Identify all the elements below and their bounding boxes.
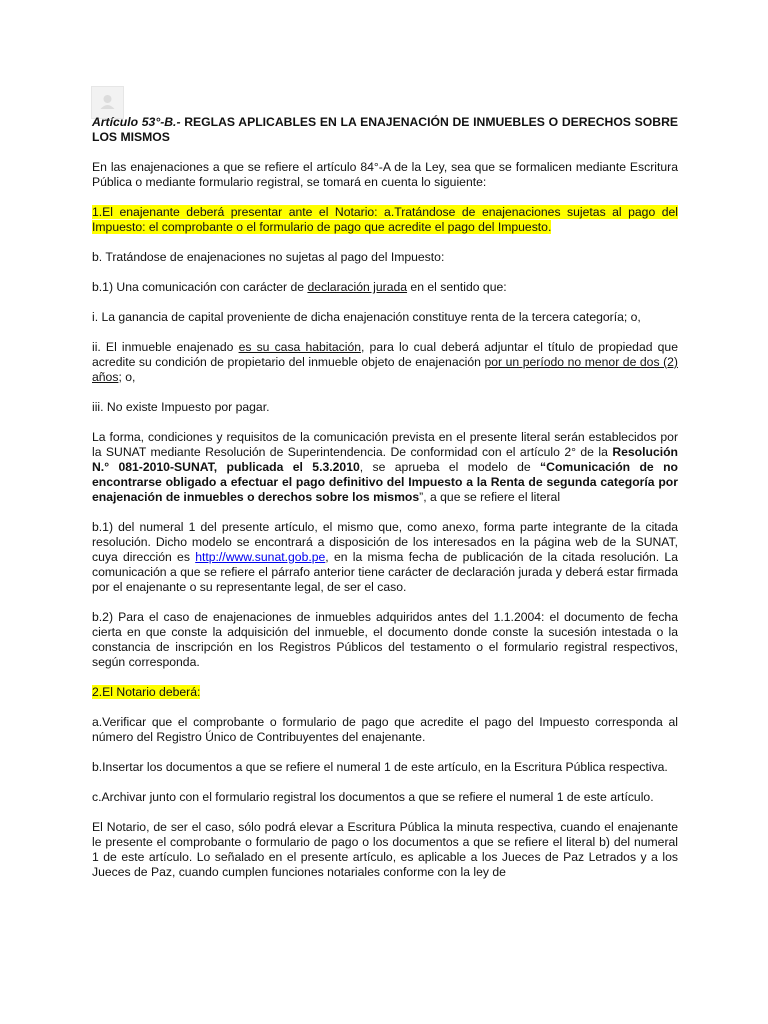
article-heading: REGLAS APLICABLES EN LA ENAJENACIÓN DE INMUEBLES O DERECHOS SOBRE LOS MISMOS: [92, 115, 679, 144]
article-number: Artículo 53°-B.-: [92, 115, 181, 129]
item-b-paragraph: b. Tratándose de enajenaciones no sujetas al pago del Impuesto:: [92, 250, 445, 264]
final-paragraph: El Notario, de ser el caso, sólo podrá elevar a Escritura Pública la minuta respectiva, cuando el enajenante le presente el comprobante o formulario de pago o los documentos a que se refiere el literal b) del numeral 1 de este artículo. Lo señalado en el presente artículo, es aplicable a los Jueces de Paz Letrados y a los Jueces de Paz, cuando cumplen funciones notariales conforme con la ley de: [92, 820, 678, 879]
article-title: [92, 115, 678, 145]
text-run: ; o,: [118, 370, 136, 384]
text-run: , en la misma fecha de publicación de la citada resolución. La comunicación a que se refiere el párrafo anterior tiene carácter de declaración jurada y deberá estar firmada por el enajenante o su representante legal, de ser el caso.: [92, 550, 678, 594]
item-2b-paragraph: b.Insertar los documentos a que se refiere el numeral 1 de este artículo, en la Escritura Pública respectiva.: [92, 760, 668, 774]
text-run: La forma, condiciones y requisitos de la comunicación prevista en el presente literal serán establecidos por la SUNAT mediante Resolución de Superintendencia. De conformidad con el artículo 2° de la: [92, 430, 678, 459]
text-run: b.1) del numeral 1 del presente artículo, el mismo que, como anexo, forma parte integrante de la citada resolución. Dicho modelo se encontrará a disposición de los interesados en la página web de la SUNAT, cuya dirección es: [92, 520, 678, 564]
bold-text: “Comunicación de no encontrarse obligado a efectuar el pago definitivo del Impuesto a la Renta de segunda categoría por enajenación de inmuebles o derechos sobre los mismos: [92, 460, 678, 504]
text-run: en el sentido que:: [407, 280, 507, 294]
item-i-paragraph: i. La ganancia de capital proveniente de dicha enajenación constituye renta de la tercera categoría; o,: [92, 310, 641, 324]
text-run: ”, a que se refiere el literal: [419, 490, 561, 504]
item-1-paragraph: [92, 205, 678, 235]
item-b2-paragraph: b.2) Para el caso de enajenaciones de inmuebles adquiridos antes del 1.1.2004: el documento de fecha cierta en que conste la adquisición del inmueble, el documento donde conste la sucesión intestada o la constancia de inscripción en los Registros Públicos del testamento o el formulario registral respectivos, según corresponda.: [92, 610, 678, 669]
underlined-text: declaración jurada: [307, 280, 408, 294]
forma-paragraph: [92, 430, 678, 505]
underlined-text: por un período no menor de dos (2) años: [92, 355, 678, 384]
document-body: [92, 115, 678, 895]
item-2-paragraph: [92, 685, 678, 700]
text-run: , para lo cual deberá adjuntar el título de propiedad que acredite su condición de propietario del inmueble objeto de enajenación: [92, 340, 678, 369]
bold-text: Resolución N.° 081-2010-SUNAT, publicada el 5.3.2010: [92, 445, 678, 474]
text-run: ii. El inmueble enajenado: [92, 340, 239, 354]
underlined-text: es su casa habitación: [238, 340, 362, 354]
b1-numeral-paragraph: [92, 520, 678, 595]
item-2a-paragraph: a.Verificar que el comprobante o formulario de pago que acredite el pago del Impuesto corresponda al número del Registro Único de Contribuyentes del enajenante.: [92, 715, 678, 744]
text-run: b.1) Una comunicación con carácter de: [92, 280, 308, 294]
item-b1-paragraph: [92, 280, 678, 295]
highlighted-text: 2.El Notario deberá:: [92, 685, 201, 699]
sunat-link[interactable]: http://www.sunat.gob.pe: [195, 550, 326, 564]
item-iii-paragraph: iii. No existe Impuesto por pagar.: [92, 400, 270, 414]
item-ii-paragraph: [92, 340, 678, 385]
item-2c-paragraph: c.Archivar junto con el formulario registral los documentos a que se refiere el numeral 1 de este artículo.: [92, 790, 654, 804]
highlighted-text: 1.El enajenante deberá presentar ante el Notario: a.Tratándose de enajenaciones sujetas al pago del Impuesto: el comprobante o el formulario de pago que acredite el pago del Impuesto.: [92, 205, 678, 234]
intro-paragraph: En las enajenaciones a que se refiere el artículo 84°-A de la Ley, sea que se formalicen mediante Escritura Pública o mediante formulario registral, se tomará en cuenta lo siguiente:: [92, 160, 678, 189]
text-run: , se aprueba el modelo de: [359, 460, 541, 474]
